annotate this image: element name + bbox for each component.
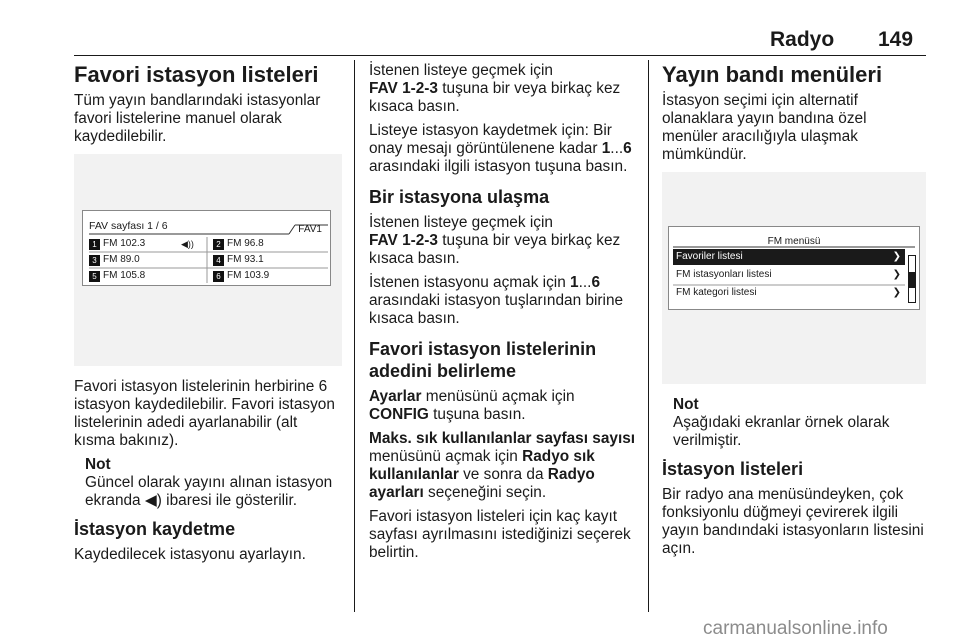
preset-1: 1 FM 102.3 xyxy=(89,237,145,251)
chevron-right-icon: ❯ xyxy=(892,287,901,298)
menu-scrollbar[interactable] xyxy=(908,255,916,303)
paragraph-switch-list: İstenen listeye geçmek için FAV 1-2-3 tuşuna bir veya birkaç kez kısaca basın. xyxy=(369,62,621,115)
watermark: carmanualsonline.info xyxy=(703,618,888,639)
note-example-screens xyxy=(673,396,926,450)
fav-tag-label: FAV1 xyxy=(298,224,322,235)
column-divider-1 xyxy=(354,60,355,612)
column-2 xyxy=(369,62,637,568)
paragraph-store-station: Listeye istasyon kaydetmek için: Bir onay mesajı görüntülenene kadar 1...6 arasındaki ilgili istasyon tuşuna basın. xyxy=(369,122,632,175)
speaker-icon: ◀)) xyxy=(181,239,194,249)
preset-4: 4 FM 93.1 xyxy=(213,253,264,267)
preset-6: 6 FM 103.9 xyxy=(213,269,269,283)
heading-station-lists: İstasyon listeleri xyxy=(662,459,804,479)
fav-page-title: FAV sayfası 1 / 6 xyxy=(89,220,168,232)
column-1 xyxy=(74,62,342,570)
note-current-station xyxy=(85,456,342,510)
note-title: Not xyxy=(85,456,111,473)
preset-5: 5 FM 105.8 xyxy=(89,269,145,283)
favorites-display xyxy=(82,210,331,286)
paragraph-select-count: Favori istasyon listeleri için kaç kayıt sayfası ayrılmasını istediğinizi seçerek belirtin. xyxy=(369,508,631,561)
scrollbar-thumb[interactable] xyxy=(909,272,915,288)
paragraph-save: Kaydedilecek istasyonu ayarlayın. xyxy=(74,546,306,563)
paragraph-config: Ayarlar menüsünü açmak için CONFIG tuşuna basın. xyxy=(369,388,575,423)
menu-item-fm-stations[interactable]: FM istasyonları listesi ❯ xyxy=(673,267,905,283)
paragraph-band: İstasyon seçimi için alternatif olanaklara yayın bandına özel menüler aracılığıyla ulaşmak mümkündür. xyxy=(662,92,867,163)
header-rule xyxy=(74,55,926,56)
menu-item-favorites[interactable]: Favoriler listesi ❯ xyxy=(673,249,905,265)
preset-3: 3 FM 89.0 xyxy=(89,253,140,267)
paragraph-six-stations: Favori istasyon listelerinin herbirine 6 istasyon kaydedilebilir. Favori istasyon listelerinin adedi ayarlanabilir (alt kısma bakınız). xyxy=(74,378,335,449)
heading-save-station: İstasyon kaydetme xyxy=(74,519,236,539)
column-3 xyxy=(662,62,926,564)
heading-reach-station: Bir istasyona ulaşma xyxy=(369,187,550,207)
paragraph-intro: Tüm yayın bandlarındaki istasyonlar favori listelerine manuel olarak kaydedilebilir. xyxy=(74,92,321,145)
chevron-right-icon: ❯ xyxy=(892,251,901,262)
figure-favorites-screen xyxy=(74,154,342,366)
fm-menu-title: FM menüsü xyxy=(767,236,821,247)
fm-menu-display xyxy=(668,226,920,310)
note-text: Güncel olarak yayını alınan istasyon ekranda ◀) ibaresi ile gösterilir. xyxy=(85,474,333,509)
header-section-title: Radyo xyxy=(770,28,835,51)
page-number: 149 xyxy=(878,28,914,51)
note-title: Not xyxy=(673,396,699,413)
paragraph-open-station: İstenen istasyonu açmak için 1...6 arasındaki istasyon tuşlarından birine kısaca basın. xyxy=(369,274,624,327)
heading-band-menus: Yayın bandı menüleri xyxy=(662,62,883,87)
column-divider-2 xyxy=(648,60,649,612)
preset-2: 2 FM 96.8 xyxy=(213,237,264,251)
paragraph-menu-path: Maks. sık kullanılanlar sayfası sayısı menüsünü açmak için Radyo sık kullanılanlar ve sonra da Radyo ayarları seçeneğini seçin. xyxy=(369,430,636,501)
heading-list-count: Favori istasyon listelerinin adedini belirleme xyxy=(369,339,597,381)
speaker-icon: ◀) xyxy=(144,492,162,509)
heading-favorite-lists: Favori istasyon listeleri xyxy=(74,62,319,87)
chevron-right-icon: ❯ xyxy=(892,269,901,280)
paragraph-station-lists: Bir radyo ana menüsündeyken, çok fonksiyonlu düğmeyi çevirerek ilgili yayın bandındaki istasyonların listesini açın. xyxy=(662,486,924,557)
figure-fm-menu-screen xyxy=(662,172,926,384)
paragraph-switch-list-2: İstenen listeye geçmek için FAV 1-2-3 tuşuna bir veya birkaç kez kısaca basın. xyxy=(369,214,621,267)
note-text: Aşağıdaki ekranlar örnek olarak verilmiştir. xyxy=(673,414,890,449)
menu-item-fm-categories[interactable]: FM kategori listesi ❯ xyxy=(673,285,905,301)
